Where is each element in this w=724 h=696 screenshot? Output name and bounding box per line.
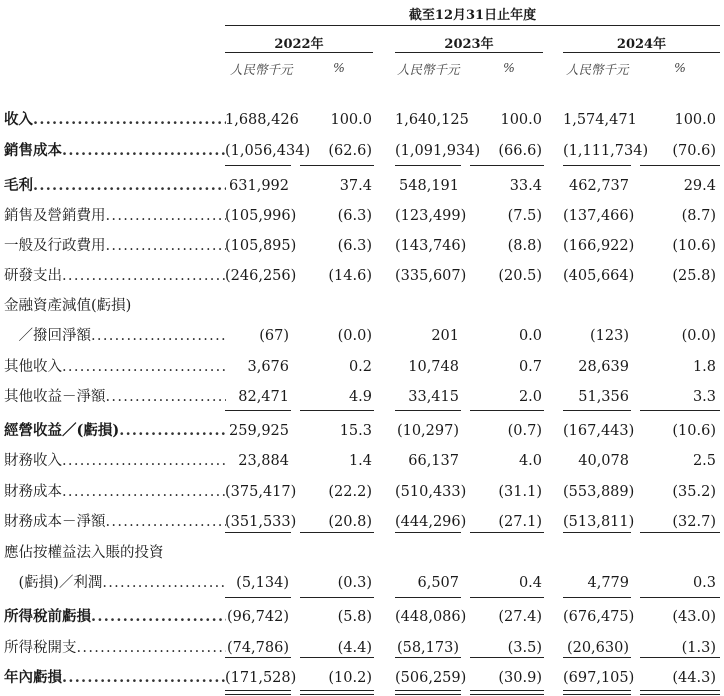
subtotal-rule xyxy=(225,165,291,166)
amount-cell-2024: (676,475) xyxy=(563,609,635,625)
percent-cell-2022: (4.4) xyxy=(337,640,372,656)
amount-cell-2022: 259,925 xyxy=(229,423,289,439)
row-label: 經營收益／(虧損) ..... xyxy=(4,421,226,443)
percent-cell-2022: 100.0 xyxy=(330,112,372,128)
total-double-rule xyxy=(225,694,291,695)
percent-cell-2024: (25.8) xyxy=(672,268,716,284)
percent-cell-2022: 37.4 xyxy=(339,178,372,194)
percent-cell-2024: (8.7) xyxy=(681,208,716,224)
total-double-rule xyxy=(300,690,374,691)
percent-cell-2024: (0.0) xyxy=(681,328,716,344)
amount-cell-2023: 1,640,125 xyxy=(395,112,469,128)
amount-cell-2023: 548,191 xyxy=(399,178,459,194)
subtotal-rule xyxy=(640,532,720,533)
row-label: 金融資產減值(虧損) xyxy=(4,298,132,314)
amount-cell-2022: (67) xyxy=(259,328,289,344)
table-row xyxy=(0,294,724,318)
amount-cell-2022: 82,471 xyxy=(238,389,289,405)
year-2022: 2022年 xyxy=(274,37,324,52)
subtotal-rule xyxy=(225,597,291,598)
percent-cell-2022: (22.2) xyxy=(328,484,372,500)
year-2024: 2024年 xyxy=(616,37,667,52)
percent-cell-2023: (31.1) xyxy=(498,484,542,500)
percent-cell-2023: (20.5) xyxy=(498,268,542,284)
unit-pct-2022: % xyxy=(333,60,345,75)
amount-cell-2024: 462,737 xyxy=(569,178,629,194)
subtotal-rule xyxy=(300,410,374,411)
percent-cell-2023: 2.0 xyxy=(518,389,542,405)
percent-cell-2023: (7.5) xyxy=(507,208,542,224)
percent-cell-2024: (44.3) xyxy=(672,670,716,686)
amount-cell-2022: 3,676 xyxy=(247,359,289,375)
table-row xyxy=(0,480,724,504)
percent-cell-2023: (3.5) xyxy=(507,640,542,656)
subtotal-rule xyxy=(563,410,631,411)
total-double-rule xyxy=(563,694,631,695)
table-row xyxy=(0,541,724,565)
amount-cell-2022: (96,742) xyxy=(226,609,289,625)
amount-cell-2022: (105,895) xyxy=(225,238,297,254)
subtotal-rule xyxy=(563,657,631,658)
amount-cell-2022: (74,786) xyxy=(226,640,289,656)
percent-cell-2023: 0.0 xyxy=(518,328,542,344)
amount-cell-2024: (405,664) xyxy=(563,268,635,284)
row-label: ／撥回淨額 ..... xyxy=(4,326,226,348)
subtotal-rule xyxy=(300,597,374,598)
percent-cell-2024: 2.5 xyxy=(692,453,716,469)
percent-cell-2024: 0.3 xyxy=(692,575,716,591)
row-label: 所得稅前虧損 ..... xyxy=(4,607,226,629)
total-double-rule xyxy=(640,690,720,691)
amount-cell-2023: 201 xyxy=(431,328,459,344)
amount-cell-2024: 4,779 xyxy=(587,575,629,591)
percent-cell-2022: 4.9 xyxy=(348,389,372,405)
amount-cell-2022: (1,056,434) xyxy=(225,143,311,159)
table-row xyxy=(0,324,724,348)
amount-cell-2022: (375,417) xyxy=(225,484,297,500)
percent-cell-2023: (8.8) xyxy=(507,238,542,254)
subtotal-rule xyxy=(395,165,461,166)
percent-cell-2024: (10.6) xyxy=(672,238,716,254)
percent-cell-2022: (14.6) xyxy=(328,268,372,284)
total-double-rule xyxy=(225,690,291,691)
amount-cell-2022: 1,688,426 xyxy=(225,112,299,128)
unit-pct-2023: % xyxy=(503,60,515,75)
amount-cell-2024: 40,078 xyxy=(578,453,629,469)
subtotal-rule xyxy=(563,165,631,166)
subtotal-rule xyxy=(563,532,631,533)
percent-cell-2023: 33.4 xyxy=(509,178,542,194)
amount-cell-2022: 631,992 xyxy=(229,178,289,194)
amount-cell-2022: (5,134) xyxy=(236,575,289,591)
amount-cell-2024: (137,466) xyxy=(563,208,635,224)
percent-cell-2022: (20.8) xyxy=(328,514,372,530)
amount-cell-2023: (143,746) xyxy=(395,238,467,254)
subtotal-rule xyxy=(300,657,374,658)
amount-cell-2024: (1,111,734) xyxy=(563,143,649,159)
total-double-rule xyxy=(640,694,720,695)
percent-cell-2022: (6.3) xyxy=(337,208,372,224)
row-label: 年內虧損 ..... xyxy=(4,668,226,690)
amount-cell-2024: (697,105) xyxy=(563,670,635,686)
percent-cell-2023: (66.6) xyxy=(498,143,542,159)
total-double-rule xyxy=(470,690,544,691)
amount-cell-2022: (105,996) xyxy=(225,208,297,224)
amount-cell-2024: (20,630) xyxy=(566,640,629,656)
amount-cell-2023: 6,507 xyxy=(417,575,459,591)
percent-cell-2024: (32.7) xyxy=(672,514,716,530)
percent-cell-2022: (5.8) xyxy=(337,609,372,625)
total-double-rule xyxy=(300,694,374,695)
table-row xyxy=(0,419,724,443)
year-2023: 2023年 xyxy=(444,37,494,52)
amount-cell-2024: 1,574,471 xyxy=(563,112,637,128)
subtotal-rule xyxy=(470,410,544,411)
subtotal-rule xyxy=(640,597,720,598)
percent-cell-2024: 1.8 xyxy=(692,359,716,375)
unit-rmb-2022: 人民幣千元 xyxy=(230,62,293,77)
amount-cell-2023: 33,415 xyxy=(408,389,459,405)
subtotal-rule xyxy=(640,410,720,411)
amount-cell-2022: (171,528) xyxy=(225,670,297,686)
year-2022-underline xyxy=(225,52,373,53)
total-double-rule xyxy=(470,694,544,695)
percent-cell-2022: 0.2 xyxy=(348,359,372,375)
unit-rmb-2024: 人民幣千元 xyxy=(566,62,629,77)
unit-pct-2024: % xyxy=(674,60,686,75)
subtotal-rule xyxy=(225,532,291,533)
subtotal-rule xyxy=(563,597,631,598)
percent-cell-2024: 29.4 xyxy=(683,178,716,194)
period-underline xyxy=(225,25,720,26)
percent-cell-2023: 4.0 xyxy=(518,453,542,469)
total-double-rule xyxy=(563,690,631,691)
total-double-rule xyxy=(395,690,461,691)
amount-cell-2023: 10,748 xyxy=(408,359,459,375)
subtotal-rule xyxy=(300,165,374,166)
subtotal-rule xyxy=(395,657,461,658)
amount-cell-2024: (167,443) xyxy=(563,423,635,439)
amount-cell-2022: (246,256) xyxy=(225,268,297,284)
table-row xyxy=(0,264,724,288)
amount-cell-2023: (506,259) xyxy=(395,670,467,686)
percent-cell-2024: (10.6) xyxy=(672,423,716,439)
percent-cell-2023: (0.7) xyxy=(507,423,542,439)
table-row xyxy=(0,510,724,534)
table-row xyxy=(0,139,724,163)
percent-cell-2024: (43.0) xyxy=(672,609,716,625)
row-label: 應佔按權益法入賬的投資 xyxy=(4,545,164,561)
subtotal-rule xyxy=(470,165,544,166)
table-row xyxy=(0,108,724,132)
row-label: 毛利 ..... xyxy=(4,176,226,198)
table-row xyxy=(0,666,724,690)
year-2023-underline xyxy=(395,52,543,53)
row-label: (虧損)／利潤 ..... xyxy=(4,573,226,595)
amount-cell-2023: 66,137 xyxy=(408,453,459,469)
amount-cell-2024: (553,889) xyxy=(563,484,635,500)
amount-cell-2022: (351,533) xyxy=(225,514,297,530)
row-label: 研發支出 ..... xyxy=(4,266,226,288)
percent-cell-2023: (27.1) xyxy=(498,514,542,530)
percent-cell-2024: 3.3 xyxy=(692,389,716,405)
amount-cell-2023: (58,173) xyxy=(396,640,459,656)
table-row xyxy=(0,571,724,595)
period-header: 截至12月31日止年度 xyxy=(408,8,537,23)
percent-cell-2022: (62.6) xyxy=(328,143,372,159)
amount-cell-2023: (123,499) xyxy=(395,208,467,224)
amount-cell-2024: 51,356 xyxy=(578,389,629,405)
amount-cell-2023: (448,086) xyxy=(395,609,467,625)
percent-cell-2024: (70.6) xyxy=(672,143,716,159)
subtotal-rule xyxy=(470,597,544,598)
percent-cell-2022: (6.3) xyxy=(337,238,372,254)
total-double-rule xyxy=(395,694,461,695)
subtotal-rule xyxy=(470,532,544,533)
subtotal-rule xyxy=(395,410,461,411)
row-label: 財務收入 ..... xyxy=(4,451,226,473)
row-label: 其他收益－淨額 ..... xyxy=(4,387,226,409)
amount-cell-2022: 23,884 xyxy=(238,453,289,469)
subtotal-rule xyxy=(395,532,461,533)
amount-cell-2024: (513,811) xyxy=(563,514,635,530)
percent-cell-2023: (27.4) xyxy=(498,609,542,625)
subtotal-rule xyxy=(470,657,544,658)
row-label: 銷售及營銷費用 ..... xyxy=(4,206,226,228)
unit-rmb-2023: 人民幣千元 xyxy=(397,62,460,77)
table-row xyxy=(0,355,724,379)
percent-cell-2022: 15.3 xyxy=(339,423,372,439)
percent-cell-2024: (1.3) xyxy=(681,640,716,656)
amount-cell-2023: (1,091,934) xyxy=(395,143,481,159)
table-row xyxy=(0,204,724,228)
row-label: 一般及行政費用 ..... xyxy=(4,236,226,258)
row-label: 財務成本 ..... xyxy=(4,482,226,504)
table-row xyxy=(0,174,724,198)
subtotal-rule xyxy=(640,657,720,658)
year-2024-underline xyxy=(563,52,720,53)
amount-cell-2023: (510,433) xyxy=(395,484,467,500)
percent-cell-2023: 0.4 xyxy=(518,575,542,591)
amount-cell-2024: (123) xyxy=(590,328,629,344)
amount-cell-2023: (335,607) xyxy=(395,268,467,284)
percent-cell-2023: 100.0 xyxy=(500,112,542,128)
table-row xyxy=(0,385,724,409)
amount-cell-2024: 28,639 xyxy=(578,359,629,375)
table-row xyxy=(0,605,724,629)
row-label: 所得稅開支 ..... xyxy=(4,638,226,660)
percent-cell-2024: (35.2) xyxy=(672,484,716,500)
subtotal-rule xyxy=(395,597,461,598)
percent-cell-2024: 100.0 xyxy=(674,112,716,128)
percent-cell-2022: (10.2) xyxy=(328,670,372,686)
percent-cell-2023: (30.9) xyxy=(498,670,542,686)
row-label: 銷售成本 ..... xyxy=(4,141,226,163)
percent-cell-2022: 1.4 xyxy=(348,453,372,469)
amount-cell-2024: (166,922) xyxy=(563,238,635,254)
row-label: 財務成本－淨額 ..... xyxy=(4,512,226,534)
percent-cell-2022: (0.3) xyxy=(337,575,372,591)
subtotal-rule xyxy=(225,410,291,411)
row-label: 其他收入 ..... xyxy=(4,357,226,379)
table-row xyxy=(0,449,724,473)
percent-cell-2023: 0.7 xyxy=(518,359,542,375)
subtotal-rule xyxy=(225,657,291,658)
amount-cell-2023: (10,297) xyxy=(396,423,459,439)
percent-cell-2022: (0.0) xyxy=(337,328,372,344)
row-label: 收入 ..... xyxy=(4,110,226,132)
subtotal-rule xyxy=(300,532,374,533)
amount-cell-2023: (444,296) xyxy=(395,514,467,530)
subtotal-rule xyxy=(640,165,720,166)
table-row xyxy=(0,234,724,258)
